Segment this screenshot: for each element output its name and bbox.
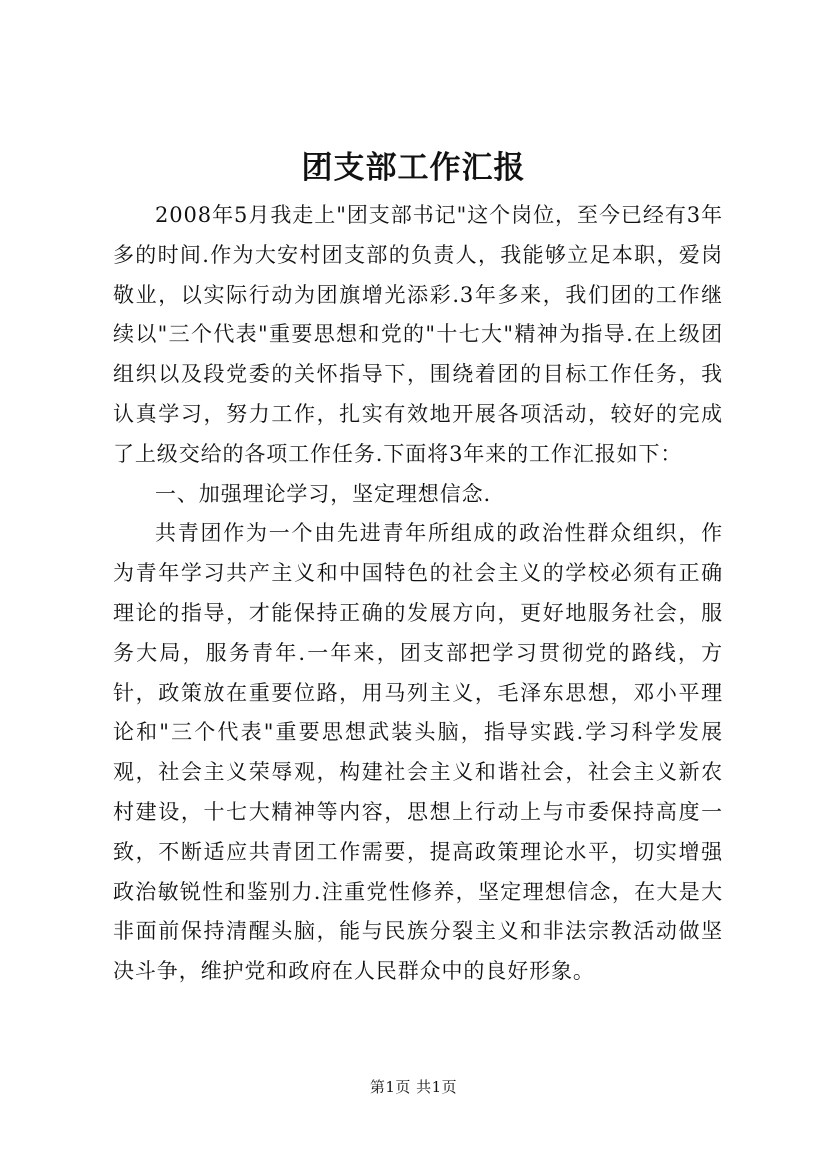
intro-paragraph: 2008年5月我走上"团支部书记"这个岗位，至今已经有3年多的时间.作为大安村团支部的负责人，我能够立足本职，爱岗敬业，以实际行动为团旗增光添彩.3年多来，我们团的工作继续以"三个代表"重要思想和党的"十七大"精神为指导.在上级团组织以及段党委的关怀指导下，围绕着团的目标工作任务，我认真学习，努力工作，扎实有效地开展各项活动，较好的完成了上级交给的各项工作任务.下面将3年来的工作汇报如下：	[113, 203, 723, 466]
document-body	[113, 196, 723, 992]
document-title: 团支部工作汇报	[301, 150, 526, 186]
section-heading: 一、加强理论学习，坚定理想信念.	[155, 481, 492, 506]
page-footer: 第1页 共1页	[369, 1078, 458, 1096]
section-paragraph: 共青团作为一个由先进青年所组成的政治性群众组织，作为青年学习共产主义和中国特色的社会主义的学校必须有正确理论的指导，才能保持正确的发展方向，更好地服务社会，服务大局，服务青年.一年来，团支部把学习贯彻党的路线，方针，政策放在重要位路，用马列主义，毛泽东思想，邓小平理论和"三个代表"重要思想武装头脑，指导实践.学习科学发展观，社会主义荣辱观，构建社会主义和谐社会，社会主义新农村建设，十七大精神等内容，思想上行动上与市委保持高度一致，不断适应共青团工作需要，提高政策理论水平，切实增强政治敏锐性和鉴别力.注重党性修养，坚定理想信念，在大是大非面前保持清醒头脑，能与民族分裂主义和非法宗教活动做坚决斗争，维护党和政府在人民群众中的良好形象。	[113, 521, 723, 984]
